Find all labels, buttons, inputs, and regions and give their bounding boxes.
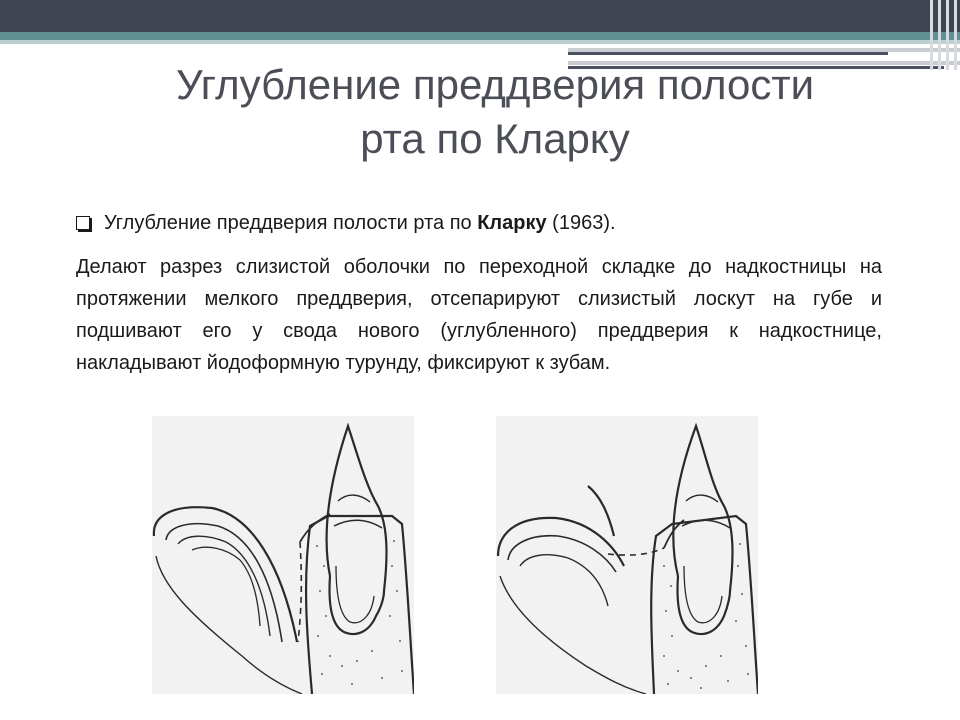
description-paragraph: Делают разрез слизистой оболочки по переходной складке до надкостницы на протяжении мелкого преддверия, отсепарируют слизистый лоскут на губе и подшивают его у свода нового (углубленного) преддверия к надкостнице, накладывают йодоформную турунду, фиксируют к зубам. xyxy=(76,256,882,374)
light-decor-bar xyxy=(0,40,960,44)
teal-decor-bar xyxy=(0,32,960,40)
illustration-after xyxy=(496,416,758,694)
title-line-1: Углубление преддверия полости xyxy=(175,61,815,108)
slide-title xyxy=(70,58,920,166)
tooth-diagram-after xyxy=(496,416,758,694)
bullet-text-before: Углубление преддверия полости рта по xyxy=(104,212,478,234)
bullet-bold-name: Кларку xyxy=(477,212,547,234)
title-line-2: рта по Кларку xyxy=(360,115,630,162)
corner-decor xyxy=(924,0,960,70)
tooth-diagram-before xyxy=(152,416,414,694)
illustration-before xyxy=(152,416,414,694)
bullet-text-after: (1963). xyxy=(546,212,616,234)
bullet-item xyxy=(76,210,896,236)
top-decor-bar xyxy=(0,0,960,32)
accent-line xyxy=(568,52,888,55)
checkbox-bullet-icon xyxy=(76,216,90,230)
